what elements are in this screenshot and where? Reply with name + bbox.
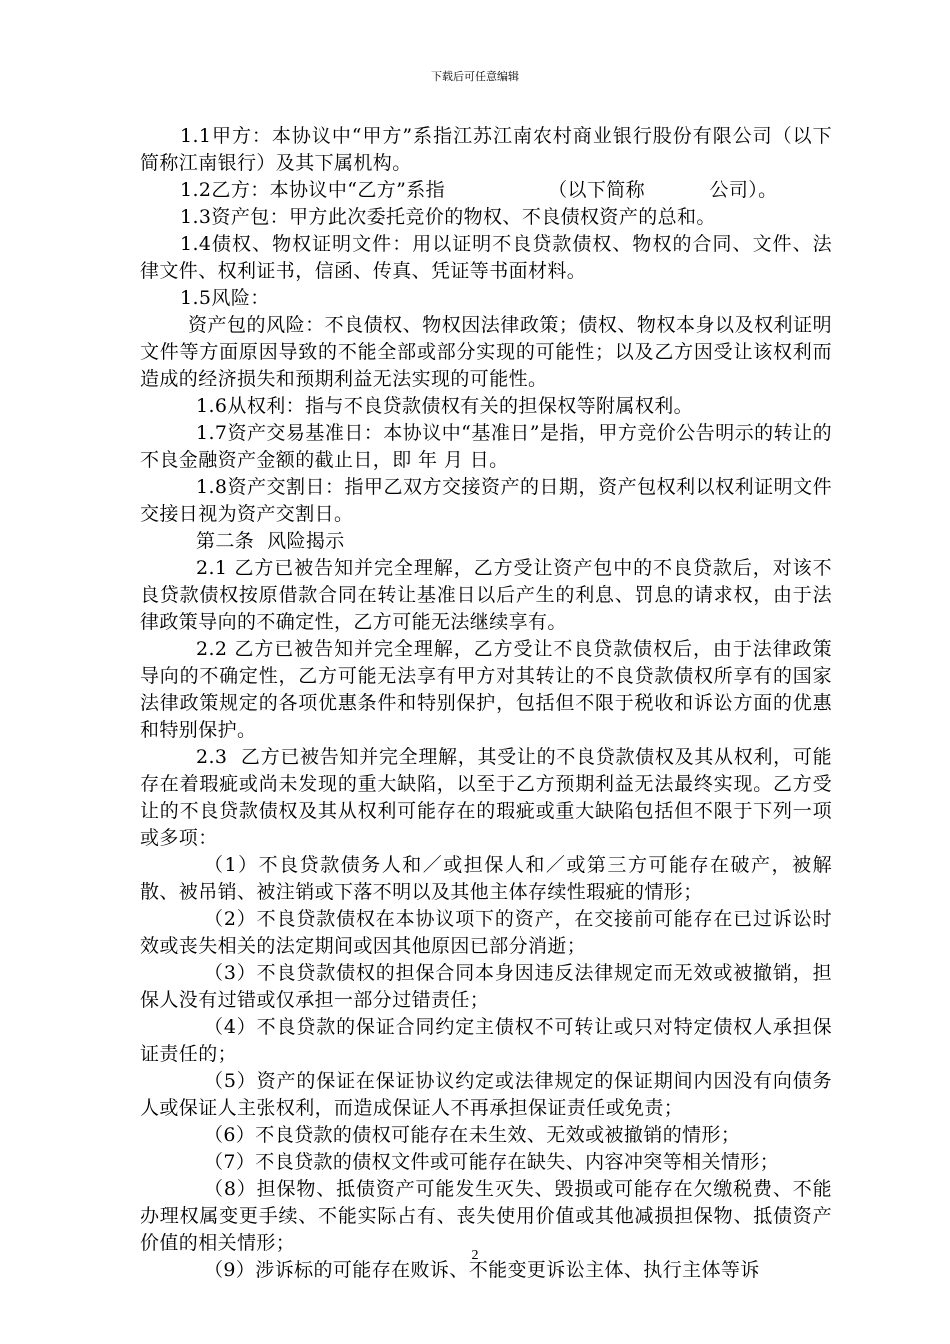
clause-2-3: 2.3 乙方已被告知并完全理解，其受让的不良贷款债权及其从权利，可能存在着瑕疵或尚未发现的重大缺陷，以至于乙方预期利益无法最终实现。乙方受让的不良贷款债权及其从权利可能存在的瑕疵或重大缺陷包括但不限于下列一项或多项：	[140, 746, 832, 849]
list-item: （4）不良贷款的保证合同约定主债权不可转让或只对特定债权人承担保证责任的；	[140, 1016, 832, 1065]
page-number: 2	[471, 1248, 479, 1263]
page-header: 下载后可任意编辑	[431, 70, 519, 83]
list-item: （8）担保物、抵债资产可能发生灭失、毁损或可能存在欠缴税费、不能办理权属变更手续、不能实际占有、丧失使用价值或其他减损担保物、抵债资产价值的相关情形；	[140, 1178, 832, 1254]
list-item: （3）不良贷款债权的担保合同本身因违反法律规定而无效或被撤销，担保人没有过错或仅承担一部分过错责任；	[140, 962, 832, 1011]
clause-1-2: 1.2乙方：本协议中“乙方”系指 （以下简称 公司）。	[180, 179, 778, 201]
clause-1-3: 1.3资产包：甲方此次委托竞价的物权、不良债权资产的总和。	[180, 206, 716, 228]
list-item: （2）不良贷款债权在本协议项下的资产，在交接前可能存在已过诉讼时效或丧失相关的法定期间或因其他原因已部分消逝；	[140, 908, 832, 957]
clause-1-7: 1.7资产交易基准日：本协议中“基准日”是指，甲方竞价公告明示的转让的不良金融资产金额的截止日，即 年 月 日。	[140, 422, 832, 471]
list-item: （6）不良贷款的债权可能存在未生效、无效或被撤销的情形；	[204, 1124, 741, 1146]
clause-1-5: 1.5风险：	[180, 287, 270, 309]
clause-1-4: 1.4债权、物权证明文件：用以证明不良贷款债权、物权的合同、文件、法律文件、权利证书，信函、传真、凭证等书面材料。	[140, 233, 832, 282]
list-item: （5）资产的保证在保证协议约定或法律规定的保证期间内因没有向债务人或保证人主张权利，而造成保证人不再承担保证责任或免责；	[140, 1070, 832, 1119]
list-item: （1）不良贷款债务人和／或担保人和／或第三方可能存在破产，被解散、被吊销、被注销或下落不明以及其他主体存续性瑕疵的情形；	[140, 854, 832, 903]
list-item: （9）涉诉标的可能存在败诉、不能变更诉讼主体、执行主体等诉	[204, 1259, 760, 1281]
document-body	[140, 123, 832, 1284]
list-item: （7）不良贷款的债权文件或可能存在缺失、内容冲突等相关情形；	[204, 1151, 780, 1173]
clause-1-1: 1.1甲方：本协议中“甲方”系指江苏江南农村商业银行股份有限公司（以下简称江南银行）及其下属机构。	[140, 125, 832, 174]
article-2-heading: 第二条 风险揭示	[196, 530, 345, 552]
clause-1-8: 1.8资产交割日：指甲乙双方交接资产的日期，资产包权利以权利证明文件交接日视为资产交割日。	[140, 476, 832, 525]
clause-2-1: 2.1 乙方已被告知并完全理解，乙方受让资产包中的不良贷款后，对该不良贷款债权按原借款合同在转让基准日以后产生的利息、罚息的请求权，由于法律政策导向的不确定性，乙方可能无法继续享有。	[140, 557, 832, 633]
clause-2-2: 2.2 乙方已被告知并完全理解，乙方受让不良贷款债权后，由于法律政策导向的不确定性，乙方可能无法享有甲方对其转让的不良贷款债权所享有的国家法律政策规定的各项优惠条件和特别保护，包括但不限于税收和诉讼方面的优惠和特别保护。	[140, 638, 832, 741]
clause-1-6: 1.6从权利：指与不良贷款债权有关的担保权等附属权利。	[196, 395, 694, 417]
clause-1-5-risk: 资产包的风险：不良债权、物权因法律政策；债权、物权本身以及权利证明文件等方面原因导致的不能全部或部分实现的可能性；以及乙方因受让该权利而造成的经济损失和预期利益无法实现的可能性。	[140, 314, 832, 390]
